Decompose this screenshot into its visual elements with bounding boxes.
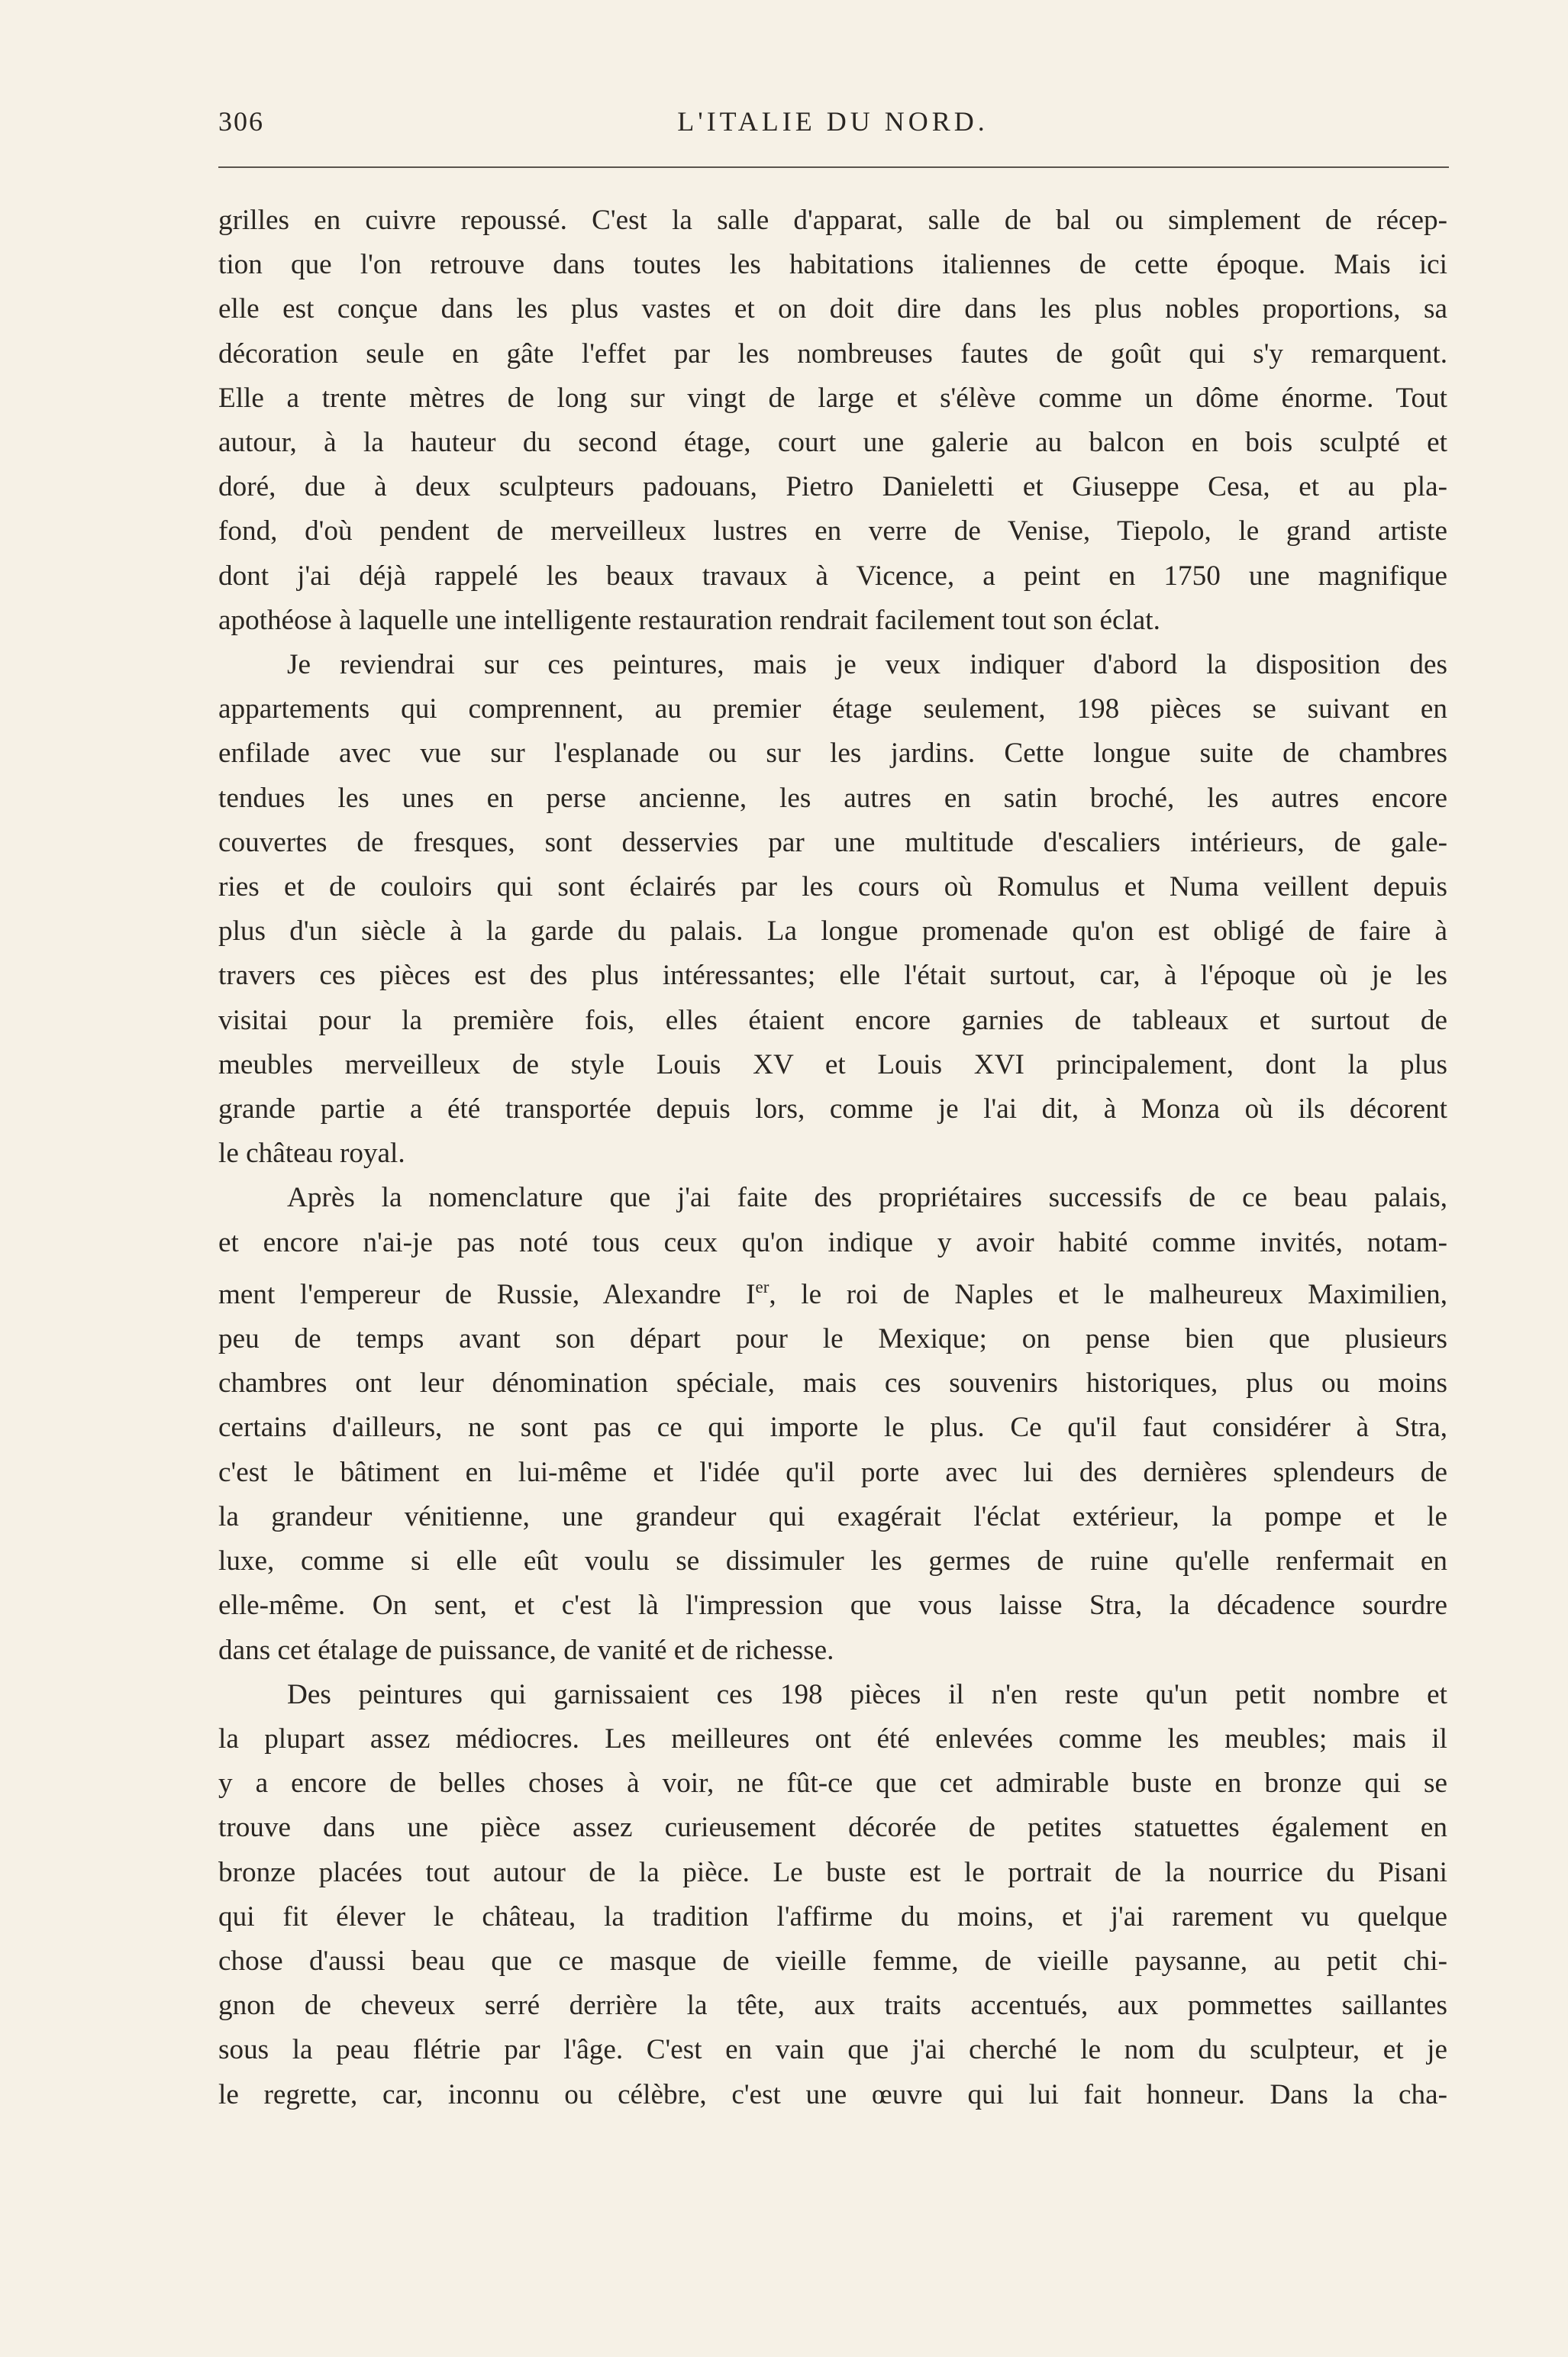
- text-line: appartements qui comprennent, au premier étage seulement, 198 pièces se suivant en: [218, 693, 1447, 725]
- text-line: dans cet étalage de puissance, de vanité et de richesse.: [218, 1634, 834, 1666]
- header-rule: [218, 166, 1449, 168]
- paragraph-2: [218, 643, 1447, 1176]
- text-line: Après la nomenclature que j'ai faite des propriétaires successifs de ce beau palais,: [287, 1182, 1447, 1214]
- text-line: c'est le bâtiment en lui-même et l'idée qu'il porte avec lui des dernières splendeurs de: [218, 1456, 1447, 1488]
- running-title: L'ITALIE DU NORD.: [677, 106, 989, 137]
- text-line: bronze placées tout autour de la pièce. Le buste est le portrait de la nourrice du Pisani: [218, 1856, 1447, 1888]
- text-line: et encore n'ai-je pas noté tous ceux qu'on indique y avoir habité comme invités, notam-: [218, 1226, 1447, 1258]
- page-header: [218, 98, 1447, 144]
- text-line: elle est conçue dans les plus vastes et on doit dire dans les plus nobles proportions, sa: [218, 293, 1447, 325]
- line-start: ment l'empereur de Russie, Alexandre I: [218, 1278, 756, 1310]
- text-line: ries et de couloirs qui sont éclairés par les cours où Romulus et Numa veillent depuis: [218, 871, 1447, 903]
- text-line: fond, d'où pendent de merveilleux lustres en verre de Venise, Tiepolo, le grand artiste: [218, 515, 1447, 547]
- text-line: décoration seule en gâte l'effet par les nombreuses fautes de goût qui s'y remarquent.: [218, 337, 1447, 370]
- text-line-with-superscript: [218, 1265, 1447, 1317]
- text-line: chambres ont leur dénomination spéciale, mais ces souvenirs historiques, plus ou moins: [218, 1367, 1447, 1400]
- text-line: autour, à la hauteur du second étage, court une galerie au balcon en bois sculpté et: [218, 427, 1447, 459]
- text-line: le regrette, car, inconnu ou célèbre, c'est une œuvre qui lui fait honneur. Dans la cha-: [218, 2078, 1447, 2110]
- text-line: doré, due à deux sculpteurs padouans, Pietro Danieletti et Giuseppe Cesa, et au pla-: [218, 471, 1447, 503]
- text-line: chose d'aussi beau que ce masque de vieille femme, de vieille paysanne, au petit chi-: [218, 1945, 1447, 1977]
- text-line: la grandeur vénitienne, une grandeur qui exagérait l'éclat extérieur, la pompe et le: [218, 1500, 1447, 1532]
- text-line: meubles merveilleux de style Louis XV et Louis XVI principalement, dont la plus: [218, 1048, 1447, 1080]
- text-line: grilles en cuivre repoussé. C'est la salle d'apparat, salle de bal ou simplement de récep-: [218, 205, 1447, 236]
- text-line: y a encore de belles choses à voir, ne fût-ce que cet admirable buste en bronze qui se: [218, 1768, 1447, 1800]
- text-line: le château royal.: [218, 1138, 405, 1170]
- paragraph-3: [218, 1176, 1447, 1672]
- text-line: grande partie a été transportée depuis lors, comme je l'ai dit, à Monza où ils décorent: [218, 1093, 1447, 1125]
- text-line: gnon de cheveux serré derrière la tête, aux traits accentués, aux pommettes saillantes: [218, 1990, 1447, 2022]
- text-line: plus d'un siècle à la garde du palais. La longue promenade qu'on est obligé de faire à: [218, 915, 1447, 948]
- paragraph-4: [218, 1673, 1447, 2117]
- text-line: luxe, comme si elle eût voulu se dissimuler les germes de ruine qu'elle renfermait en: [218, 1545, 1447, 1577]
- superscript-er: er: [755, 1277, 769, 1296]
- body-text: [218, 199, 1447, 2117]
- text-line: la plupart assez médiocres. Les meilleures ont été enlevées comme les meubles; mais il: [218, 1723, 1447, 1755]
- text-line: tendues les unes en perse ancienne, les autres en satin broché, les autres encore: [218, 782, 1447, 814]
- text-line: certains d'ailleurs, ne sont pas ce qui importe le plus. Ce qu'il faut considérer à Stra,: [218, 1412, 1447, 1444]
- text-line: travers ces pièces est des plus intéressantes; elle l'était surtout, car, à l'époque où je les: [218, 960, 1447, 992]
- text-line: trouve dans une pièce assez curieusement décorée de petites statuettes également en: [218, 1812, 1447, 1844]
- text-line: tion que l'on retrouve dans toutes les habitations italiennes de cette époque. Mais ici: [218, 249, 1447, 281]
- text-line: Je reviendrai sur ces peintures, mais je veux indiquer d'abord la disposition des: [287, 649, 1447, 681]
- paragraph-1: [218, 199, 1447, 643]
- text-line: apothéose à laquelle une intelligente restauration rendrait facilement tout son éclat.: [218, 604, 1160, 636]
- text-line: peu de temps avant son départ pour le Mexique; on pense bien que plusieurs: [218, 1323, 1447, 1355]
- text-line: dont j'ai déjà rappelé les beaux travaux à Vicence, a peint en 1750 une magnifique: [218, 560, 1447, 592]
- text-line: visitai pour la première fois, elles étaient encore garnies de tableaux et surtout de: [218, 1004, 1447, 1036]
- line-rest: , le roi de Naples et le malheureux Maximilien,: [769, 1278, 1447, 1310]
- text-line: elle-même. On sent, et c'est là l'impression que vous laisse Stra, la décadence sourdre: [218, 1590, 1447, 1622]
- text-line: sous la peau flétrie par l'âge. C'est en vain que j'ai cherché le nom du sculpteur, et je: [218, 2034, 1447, 2066]
- page-number: 306: [218, 106, 264, 137]
- text-line: qui fit élever le château, la tradition l'affirme du moins, et j'ai rarement vu quelque: [218, 1900, 1447, 1932]
- text-line: Des peintures qui garnissaient ces 198 pièces il n'en reste qu'un petit nombre et: [287, 1678, 1447, 1710]
- text-line: couvertes de fresques, sont desservies par une multitude d'escaliers intérieurs, de gale-: [218, 826, 1447, 858]
- text-line: Elle a trente mètres de long sur vingt de large et s'élève comme un dôme énorme. Tout: [218, 382, 1447, 414]
- text-line: enfilade avec vue sur l'esplanade ou sur les jardins. Cette longue suite de chambres: [218, 738, 1447, 770]
